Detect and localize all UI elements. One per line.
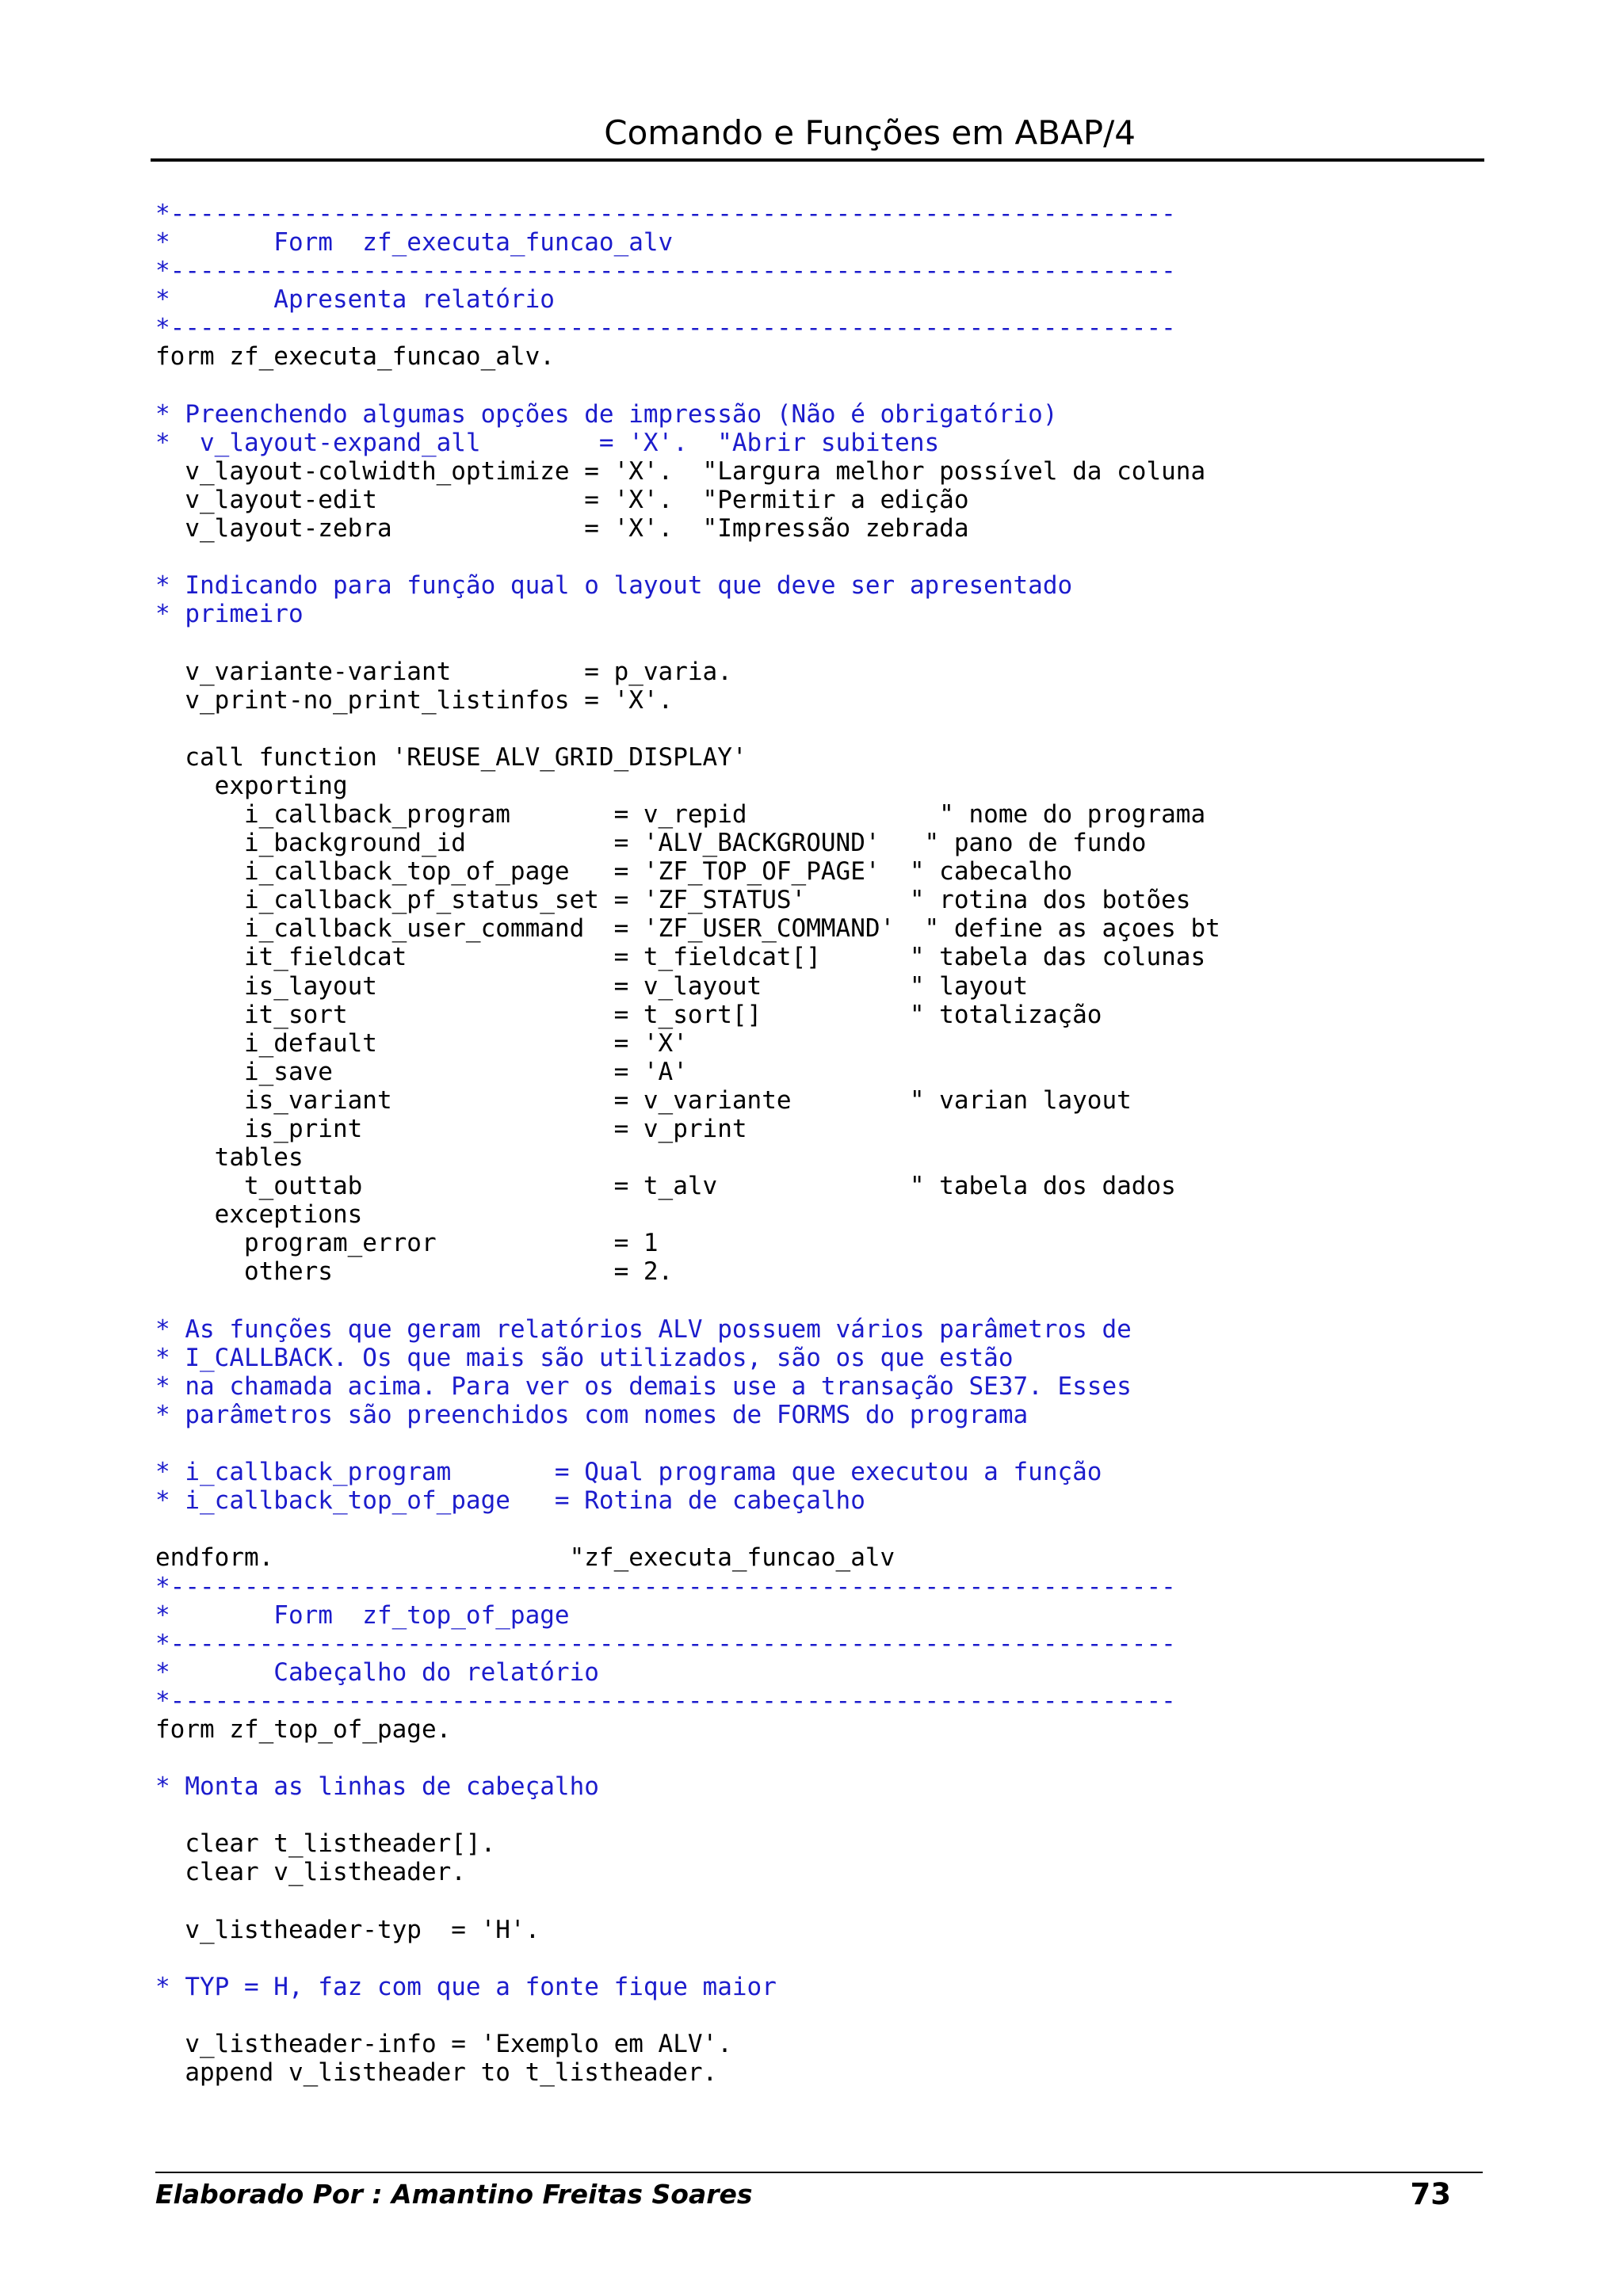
- code-line: endform. "zf_executa_funcao_alv: [155, 1543, 896, 1573]
- code-line: clear t_listheader[].: [155, 1829, 496, 1859]
- code-comment-line: * Cabeçalho do relatório: [155, 1657, 599, 1687]
- code-line: call function 'REUSE_ALV_GRID_DISPLAY': [155, 742, 747, 772]
- code-line: [155, 372, 1220, 400]
- code-listing: [155, 200, 1220, 2087]
- code-line: tables: [155, 1143, 304, 1173]
- code-line: program_error = 1: [155, 1229, 659, 1258]
- code-line: i_callback_user_command = 'ZF_USER_COMMAND' " define as açoes bt: [155, 914, 1220, 944]
- code-line: others = 2.: [155, 1257, 674, 1287]
- footer-author: Elaborado Por : Amantino Freitas Soares: [155, 2179, 753, 2210]
- code-comment-line: * Form zf_top_of_page: [155, 1600, 570, 1630]
- code-line: i_callback_top_of_page = 'ZF_TOP_OF_PAGE' " cabecalho: [155, 857, 1073, 887]
- code-comment-line: * primeiro: [155, 600, 304, 629]
- code-line: it_fieldcat = t_fieldcat[] " tabela das colunas: [155, 943, 1206, 972]
- code-comment-line: *--------------------------------------------------------------------: [155, 314, 1176, 343]
- code-line: i_callback_program = v_repid " nome do programa: [155, 799, 1206, 829]
- code-line: [155, 1429, 1220, 1458]
- code-comment-line: *--------------------------------------------------------------------: [155, 1572, 1176, 1601]
- code-comment-line: * parâmetros são preenchidos com nomes de FORMS do programa: [155, 1400, 1029, 1429]
- code-line: [155, 1887, 1220, 1916]
- code-line: [155, 543, 1220, 571]
- code-line: exceptions: [155, 1200, 363, 1230]
- code-comment-line: * i_callback_top_of_page = Rotina de cabeçalho: [155, 1486, 865, 1516]
- code-line: v_variante-variant = p_varia.: [155, 657, 732, 686]
- code-line: clear v_listheader.: [155, 1858, 466, 1887]
- code-line: is_print = v_print: [155, 1115, 747, 1143]
- code-comment-line: *--------------------------------------------------------------------: [155, 1629, 1176, 1658]
- code-comment-line: *--------------------------------------------------------------------: [155, 257, 1176, 286]
- code-comment-line: *--------------------------------------------------------------------: [155, 1686, 1176, 1715]
- code-line: v_layout-colwidth_optimize = 'X'. "Largura melhor possível da coluna: [155, 456, 1206, 486]
- code-comment-line: * Form zf_executa_funcao_alv: [155, 228, 674, 257]
- code-line: [155, 2001, 1220, 2030]
- code-line: v_listheader-info = 'Exemplo em ALV'.: [155, 2030, 732, 2058]
- code-line: form zf_top_of_page.: [155, 1714, 452, 1744]
- code-line: [155, 715, 1220, 743]
- header-divider: [151, 158, 1484, 162]
- code-line: [155, 1515, 1220, 1543]
- code-line: i_save = 'A': [155, 1057, 688, 1086]
- code-line: [155, 1801, 1220, 1829]
- code-line: [155, 1287, 1220, 1315]
- page-title: Comando e Funções em ABAP/4: [604, 113, 1136, 152]
- code-comment-line: * Apresenta relatório: [155, 285, 555, 315]
- code-line: v_listheader-typ = 'H'.: [155, 1915, 540, 1944]
- code-line: i_background_id = 'ALV_BACKGROUND' " pano de fundo: [155, 829, 1147, 858]
- code-comment-line: * v_layout-expand_all = 'X'. "Abrir subitens: [155, 428, 940, 457]
- code-comment-line: * TYP = H, faz com que a fonte fique maior: [155, 1972, 777, 2001]
- code-line: i_default = 'X': [155, 1028, 688, 1058]
- code-line: form zf_executa_funcao_alv.: [155, 342, 555, 372]
- code-line: is_variant = v_variante " varian layout: [155, 1085, 1132, 1115]
- footer-divider: [155, 2172, 1483, 2173]
- code-comment-line: * na chamada acima. Para ver os demais use a transação SE37. Esses: [155, 1371, 1132, 1401]
- page-number: 73: [1410, 2177, 1451, 2211]
- code-line: is_layout = v_layout " layout: [155, 971, 1029, 1001]
- code-line: v_layout-edit = 'X'. "Permitir a edição: [155, 485, 969, 514]
- code-line: [155, 628, 1220, 657]
- code-line: exporting: [155, 771, 348, 800]
- code-line: append v_listheader to t_listheader.: [155, 2058, 718, 2088]
- code-comment-line: * Preenchendo algumas opções de impressão (Não é obrigatório): [155, 399, 1058, 429]
- code-line: it_sort = t_sort[] " totalização: [155, 1000, 1102, 1029]
- code-line: v_print-no_print_listinfos = 'X'.: [155, 685, 674, 715]
- code-comment-line: *--------------------------------------------------------------------: [155, 200, 1176, 228]
- code-line: [155, 1944, 1220, 1973]
- code-comment-line: * I_CALLBACK. Os que mais são utilizados, são os que estão: [155, 1343, 1014, 1372]
- code-line: v_layout-zebra = 'X'. "Impressão zebrada: [155, 514, 969, 543]
- code-line: t_outtab = t_alv " tabela dos dados: [155, 1172, 1176, 1201]
- code-comment-line: * Monta as linhas de cabeçalho: [155, 1772, 599, 1802]
- code-comment-line: * i_callback_program = Qual programa que executou a função: [155, 1458, 1102, 1487]
- code-line: [155, 1744, 1220, 1772]
- code-line: i_callback_pf_status_set = 'ZF_STATUS' " rotina dos botões: [155, 886, 1191, 915]
- code-comment-line: * Indicando para função qual o layout que deve ser apresentado: [155, 571, 1073, 601]
- code-comment-line: * As funções que geram relatórios ALV possuem vários parâmetros de: [155, 1314, 1132, 1344]
